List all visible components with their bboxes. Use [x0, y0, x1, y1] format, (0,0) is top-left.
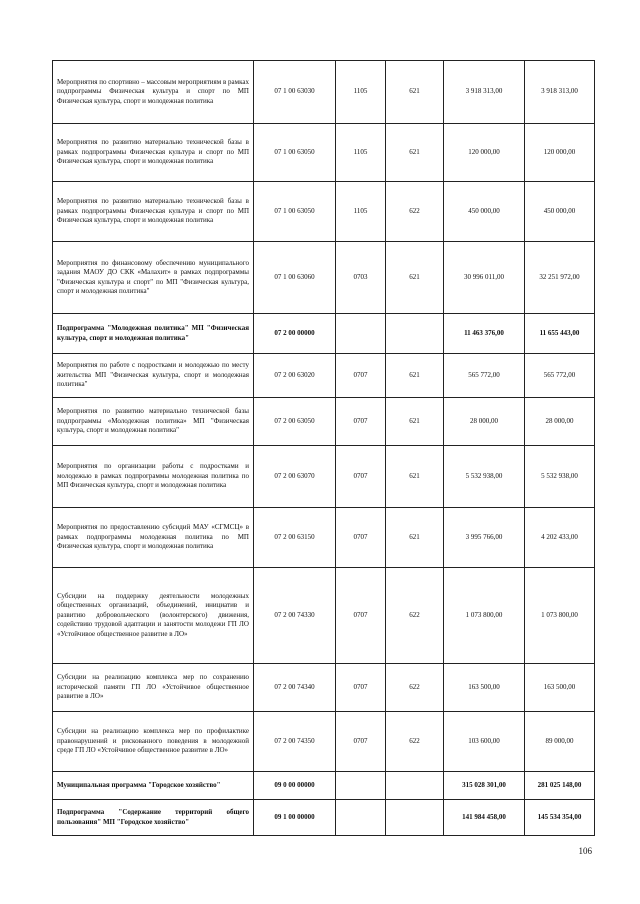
cell-expense-type: 622 [386, 568, 444, 664]
budget-table-body [53, 61, 595, 836]
cell-name: Мероприятия по работе с подростками и молодежью по месту жительства МП "Физическая культура, спорт и молодежная политика" [53, 354, 254, 398]
cell-expense-type: 622 [386, 712, 444, 772]
cell-name: Подпрограмма "Содержание территорий общего пользования" МП "Городское хозяйство" [53, 800, 254, 836]
cell-expense-type: 621 [386, 446, 444, 508]
cell-amount-year-2: 120 000,00 [525, 124, 595, 182]
cell-target-article: 09 1 00 00000 [254, 800, 336, 836]
cell-amount-year-1: 28 000,00 [444, 398, 525, 446]
cell-section: 0707 [336, 354, 386, 398]
cell-section: 1105 [336, 182, 386, 242]
cell-expense-type: 622 [386, 182, 444, 242]
cell-target-article: 07 2 00 74350 [254, 712, 336, 772]
cell-section [336, 800, 386, 836]
cell-amount-year-1: 163 500,00 [444, 664, 525, 712]
cell-amount-year-2: 11 655 443,00 [525, 314, 595, 354]
cell-name: Мероприятия по развитию материально технической базы подпрограммы «Молодежная политика» МП "Физическая культура, спорт и молодежная политика" [53, 398, 254, 446]
cell-name: Мероприятия по финансовому обеспечению муниципального задания МАОУ ДО СКК «Малахит» в рамках подпрограммы "Физическая культура и спорт" по МП "Физическая культура, спорт и молодежная политика" [53, 242, 254, 314]
cell-name: Мероприятия по развитию материально технической базы в рамках подпрограммы Физическая культура и спорт по МП Физическая культура, спорт и молодежная политика [53, 182, 254, 242]
table-row [53, 664, 595, 712]
cell-amount-year-1: 11 463 376,00 [444, 314, 525, 354]
cell-target-article: 07 2 00 63020 [254, 354, 336, 398]
table-row [53, 568, 595, 664]
cell-target-article: 07 2 00 63150 [254, 508, 336, 568]
cell-target-article: 07 2 00 74340 [254, 664, 336, 712]
cell-section: 1105 [336, 124, 386, 182]
cell-target-article: 07 1 00 63050 [254, 182, 336, 242]
cell-amount-year-2: 145 534 354,00 [525, 800, 595, 836]
cell-amount-year-2: 32 251 972,00 [525, 242, 595, 314]
cell-name: Мероприятия по предоставлению субсидий МАУ «СГМСЦ» в рамках подпрограммы молодежная политика по МП Физическая культура, спорт и молодежная политика [53, 508, 254, 568]
cell-amount-year-2: 28 000,00 [525, 398, 595, 446]
cell-expense-type: 621 [386, 354, 444, 398]
cell-amount-year-1: 315 028 301,00 [444, 772, 525, 800]
cell-amount-year-2: 450 000,00 [525, 182, 595, 242]
cell-amount-year-1: 120 000,00 [444, 124, 525, 182]
cell-name: Мероприятия по организации работы с подростками и молодежью в рамках подпрограммы молодежная политика по МП Физическая культура, спорт и молодежная политика [53, 446, 254, 508]
cell-amount-year-1: 1 073 800,00 [444, 568, 525, 664]
cell-section: 0707 [336, 568, 386, 664]
cell-expense-type: 621 [386, 242, 444, 314]
cell-section [336, 772, 386, 800]
cell-amount-year-2: 5 532 938,00 [525, 446, 595, 508]
cell-amount-year-2: 89 000,00 [525, 712, 595, 772]
cell-expense-type: 621 [386, 124, 444, 182]
table-row [53, 712, 595, 772]
table-row [53, 314, 595, 354]
table-row [53, 242, 595, 314]
cell-amount-year-1: 3 918 313,00 [444, 61, 525, 124]
table-row [53, 354, 595, 398]
cell-amount-year-1: 5 532 938,00 [444, 446, 525, 508]
cell-name: Мероприятия по развитию материально технической базы в рамках подпрограммы Физическая культура и спорт по МП Физическая культура, спорт и молодежная политика [53, 124, 254, 182]
table-row [53, 446, 595, 508]
cell-section: 0707 [336, 398, 386, 446]
cell-amount-year-2: 3 918 313,00 [525, 61, 595, 124]
cell-target-article: 07 2 00 74330 [254, 568, 336, 664]
cell-section: 0707 [336, 664, 386, 712]
table-row [53, 508, 595, 568]
cell-amount-year-1: 30 996 011,00 [444, 242, 525, 314]
table-row [53, 182, 595, 242]
cell-expense-type [386, 314, 444, 354]
cell-amount-year-2: 4 202 433,00 [525, 508, 595, 568]
cell-target-article: 09 0 00 00000 [254, 772, 336, 800]
table-row [53, 124, 595, 182]
cell-amount-year-1: 103 600,00 [444, 712, 525, 772]
cell-amount-year-2: 163 500,00 [525, 664, 595, 712]
cell-section: 0707 [336, 446, 386, 508]
cell-name: Мероприятия по спортивно – массовым мероприятиям в рамках подпрограммы Физическая культура и спорт по МП Физическая культура, спорт и молодежная политика [53, 61, 254, 124]
cell-target-article: 07 1 00 63030 [254, 61, 336, 124]
cell-expense-type: 622 [386, 664, 444, 712]
cell-expense-type: 621 [386, 61, 444, 124]
cell-target-article: 07 2 00 63070 [254, 446, 336, 508]
table-row [53, 800, 595, 836]
cell-section: 0707 [336, 712, 386, 772]
cell-expense-type [386, 772, 444, 800]
table-row [53, 772, 595, 800]
cell-expense-type: 621 [386, 508, 444, 568]
table-row [53, 398, 595, 446]
table-row [53, 61, 595, 124]
cell-amount-year-1: 141 984 458,00 [444, 800, 525, 836]
cell-amount-year-2: 565 772,00 [525, 354, 595, 398]
cell-expense-type: 621 [386, 398, 444, 446]
cell-target-article: 07 1 00 63060 [254, 242, 336, 314]
cell-amount-year-2: 1 073 800,00 [525, 568, 595, 664]
cell-section [336, 314, 386, 354]
cell-name: Подпрограмма "Молодежная политика" МП "Физическая культура, спорт и молодежная политика" [53, 314, 254, 354]
cell-name: Субсидии на поддержку деятельности молодежных общественных организаций, объединений, инициатив и развитию добровольческого (волонтерского) движения, содействию трудовой адаптации и занятости молодежи ГП ЛО «Устойчивое общественное развитие в ЛО» [53, 568, 254, 664]
cell-amount-year-1: 3 995 766,00 [444, 508, 525, 568]
cell-section: 0703 [336, 242, 386, 314]
cell-target-article: 07 2 00 63050 [254, 398, 336, 446]
budget-table [52, 60, 595, 836]
cell-target-article: 07 1 00 63050 [254, 124, 336, 182]
cell-section: 1105 [336, 61, 386, 124]
cell-name: Муниципальная программа "Городское хозяйство" [53, 772, 254, 800]
page-number: 106 [578, 846, 592, 856]
cell-amount-year-1: 450 000,00 [444, 182, 525, 242]
cell-name: Субсидии на реализацию комплекса мер по профилактике правонарушений и рискованного поведения в молодежной среде ГП ЛО «Устойчивое общественное развитие в ЛО» [53, 712, 254, 772]
cell-name: Субсидии на реализацию комплекса мер по сохранению исторической памяти ГП ЛО «Устойчивое общественное развитие в ЛО» [53, 664, 254, 712]
cell-amount-year-2: 281 025 148,00 [525, 772, 595, 800]
cell-target-article: 07 2 00 00000 [254, 314, 336, 354]
cell-section: 0707 [336, 508, 386, 568]
cell-amount-year-1: 565 772,00 [444, 354, 525, 398]
cell-expense-type [386, 800, 444, 836]
